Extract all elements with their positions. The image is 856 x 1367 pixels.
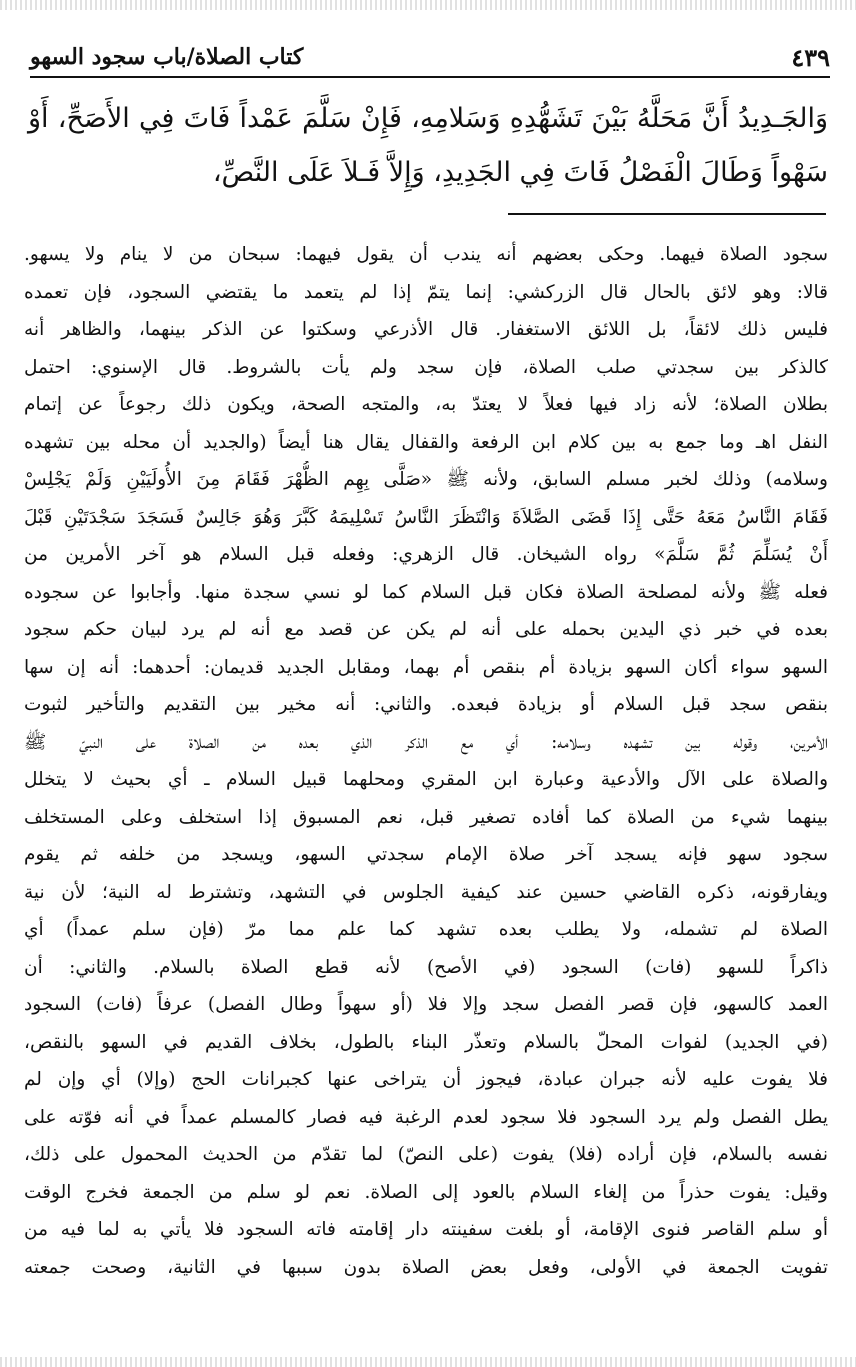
commentary-line: نفسه بالسلام، فإن أراده (فلا) يفوت (على النصّ) لما تقدّم من الحديث المحمول على ذلك، [24, 1144, 828, 1165]
commentary-line: (في الجديد) لفوات المحلّ بالسلام وتعذّر البناء بالطول، بخلاف القديم في السهو بالنقص، [24, 1031, 828, 1053]
commentary-line: وسلامه) وذلك لخبر مسلم السابق، ولأنه ﷺ «صَلَّى بِهِم الظُّهْرَ فَقَامَ مِنَ الأُولَيَيْنِ وَلَمْ يَجْلِسْ [24, 469, 828, 490]
commentary-line: تفويت الجمعة في الأولى، وفعل بعض الصلاة بدون سببها في الثانية، وصحت جمعته [24, 1256, 828, 1278]
page-header [30, 36, 830, 78]
commentary-line: الأمرين، وقوله بين تشهده وسلامه: أي مع الذكر الذي بعده من الصلاة على النبيّ ﷺ [24, 731, 828, 753]
commentary-line: سجود الصلاة فيهما. وحكى بعضهم أنه يندب أن يقول فيهما: سبحان من لا ينام ولا يسهو. [24, 244, 828, 265]
commentary-line: فليس ذلك لائقاً، بل اللائق الاستغفار. قال الأذرعي وسكتوا عن الذكر بينهما، والظاهر أنه [24, 319, 828, 340]
commentary-line: فعله ﷺ ولأنه لمصلحة الصلاة فكان قبل السلام كما لو نسي سجدة منها. وأجابوا عن سجوده [24, 581, 828, 603]
commentary-line: يطل الفصل ولم يرد السجود فلا سجود لعدم الرغبة فيه فصار كالمسلم عمداً في أنه فوّته على [24, 1106, 828, 1128]
scan-edge-bottom [0, 1357, 856, 1367]
commentary-line: سجود سهو فإنه يسجد آخر صلاة الإمام سجدتي السهو، ويسجد من خلفه ثم يقوم [24, 844, 828, 865]
commentary-line: بنقص سجد قبل السلام أو بزيادة فبعده. والثاني: أنه مخير بين التقديم والتأخير لثبوت [24, 694, 828, 715]
commentary-text [24, 236, 828, 1286]
commentary-line: أَنْ يُسَلِّمَ ثُمَّ سَلَّمَ» رواه الشيخان. قال الزهري: وفعله قبل السلام هو آخر الأمرين من [24, 544, 828, 565]
main-text: وَالجَـدِيدُ أَنَّ مَحَلَّهُ بَيْنَ تَشَهُّدِهِ وَسَلامِهِ، فَإِنْ سَلَّمَ عَمْداً فَاتَ فِي الأَصَحِّ، أَوْ سَهْواً وَطَالَ الْفَصْلُ فَاتَ فِي الجَدِيدِ، وَإِلاَّ فَـلاَ عَلَى النَّصِّ، [28, 103, 828, 188]
commentary-line: والصلاة على الآل والأدعية وعبارة ابن المقري ومحلهما قبيل السلام ـ أي بحيث لا يتخلل [24, 769, 828, 790]
commentary-line: النفل اهـ وما جمع به بين كلام ابن الرفعة والقفال يقال هنا أيضاً (والجديد أن محله بين تشهده [24, 431, 828, 453]
commentary-line: بطلان الصلاة؛ لأنه زاد فيها فعلاً لا يعتدّ به، والمتجه الصحة، ويكون ذلك رجوعاً عن إتمام [24, 394, 828, 415]
commentary-line: ذاكراً للسهو (فات) السجود (في الأصح) لأنه قطع الصلاة بالسلام. والثاني: أن [24, 956, 828, 978]
commentary-line: فلا يفوت عليه لأنه جبران عبادة، فيجوز أن يتراخى عنها كجبرانات الحج (وإلا) أي وإن لم [24, 1069, 828, 1090]
commentary-line: السهو سواء أكان السهو بزيادة أم بنقص أم بهما، ومقابل الجديد قديمان: أحدهما: أنه إن سها [24, 656, 828, 678]
commentary-line: أو سلم القاصر فنوى الإقامة، أو بلغت سفينته دار إقامته فاته السجود فلا يأتي به لما فيه من [24, 1219, 828, 1240]
commentary-line: الصلاة لم تشمله، ولا يطلب بعده تشهد كما علم مما مرّ (فإن سلم عمداً) أي [24, 919, 828, 940]
commentary-line: بعده في خبر ذي اليدين بحمله على أنه لم يكن عن قصد مع أنه لم يرد لبيان حكم سجود [24, 619, 828, 640]
commentary-line: ويفارقونه، ذكره القاضي حسين عند كيفية الجلوس في التشهد، وتشترط له النية؛ لأن نية [24, 881, 828, 903]
commentary-line: وقيل: يفوت حذراً من إلغاء السلام بالعود إلى الصلاة. نعم لو سلم من الجمعة فخرج الوقت [24, 1181, 828, 1203]
page-number: ٤٣٩ [791, 43, 830, 72]
running-title: كتاب الصلاة/باب سجود السهو [30, 44, 304, 70]
scan-edge-top [0, 0, 856, 10]
commentary-line: كالذكر بين سجدتي صلب الصلاة، فإن سجد ولم يأت بالشروط. قال الإسنوي: احتمل [24, 356, 828, 378]
commentary-line: قالا: وهو لائق بالحال قال الزركشي: إنما يتمّ إذا لم يتعمد ما يقتضي السجود، فإن تعمده [24, 281, 828, 303]
commentary-line: العمد كالسهو، فإن قصر الفصل سجد وإلا فلا (أو سهواً وطال الفصل) عرفاً (فات) السجود [24, 994, 828, 1015]
footnote-divider [508, 213, 826, 215]
commentary-line: فَقَامَ النَّاسُ مَعَهُ حَتَّى إِذَا قَضَى الصَّلاَةَ وَانْتَظَرَ النَّاسُ تَسْلِيمَهُ كَبَّرَ وَهُوَ جَالِسٌ فَسَجَدَ سَجْدَتَيْنِ قَبْلَ [24, 506, 828, 528]
commentary-line: بينهما شيء من الصلاة كما أفاده تصغير قبل، نعم المسبوق إذا استخلف وعلى المستخلف [24, 806, 828, 828]
